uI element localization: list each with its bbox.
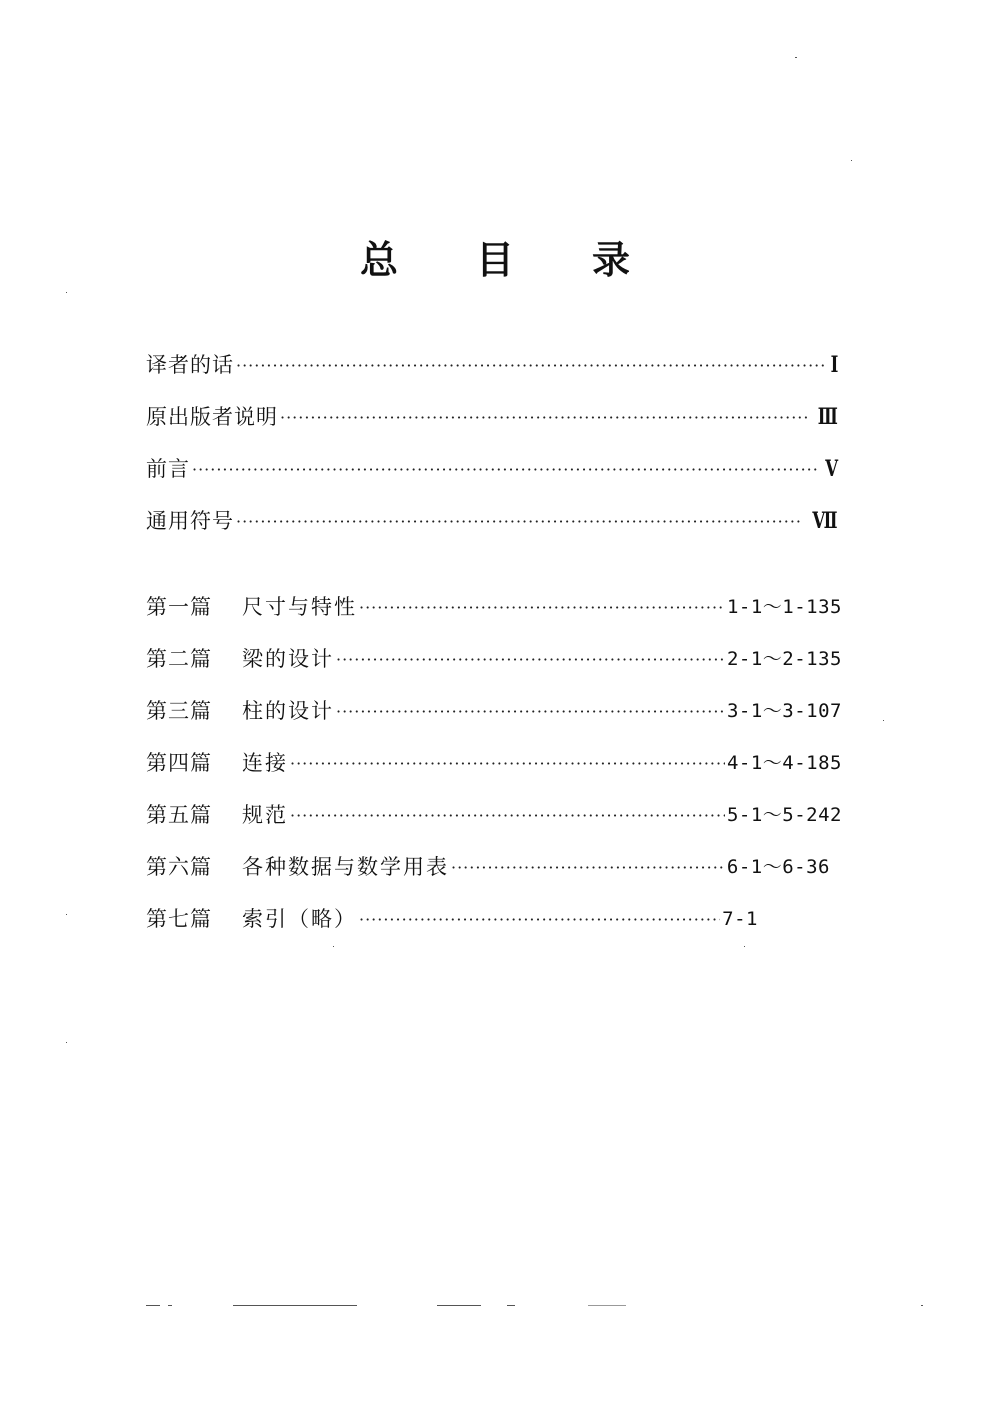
- dot-leader: [290, 748, 725, 778]
- scan-speck: [66, 914, 67, 915]
- toc-entry-page: Ⅲ: [817, 404, 838, 430]
- scan-speck: [883, 720, 884, 721]
- page-title-char: 总: [360, 238, 399, 282]
- scan-speck: [744, 946, 745, 947]
- toc-entry-page: Ⅰ: [830, 352, 838, 378]
- part-entry[interactable]: [146, 644, 842, 674]
- part-title: 各种数据与数学用表: [242, 855, 449, 879]
- part-number: 第一篇: [146, 595, 212, 619]
- toc-entry[interactable]: [146, 506, 838, 536]
- toc-entry[interactable]: [146, 350, 838, 380]
- part-page-range: 7-1: [722, 908, 758, 930]
- part-entry[interactable]: [146, 904, 758, 934]
- toc-entry-label: 原出版者说明: [146, 405, 278, 429]
- part-number: 第五篇: [146, 803, 212, 827]
- part-title: 尺寸与特性: [242, 595, 357, 619]
- dot-leader: [236, 506, 802, 536]
- scan-speck: [851, 160, 852, 161]
- part-title: 索引（略）: [242, 907, 357, 931]
- part-number: 第七篇: [146, 907, 212, 931]
- part-title: 连接: [242, 751, 288, 775]
- part-title: 规范: [242, 803, 288, 827]
- part-page-range: 6-1～6-36: [726, 856, 830, 878]
- page-title-char: 录: [591, 238, 630, 282]
- part-page-range: 3-1～3-107: [726, 700, 842, 722]
- part-number: 第三篇: [146, 699, 212, 723]
- part-number: 第二篇: [146, 647, 212, 671]
- toc-entry-label: 译者的话: [146, 353, 234, 377]
- part-title: 柱的设计: [242, 699, 334, 723]
- part-entry[interactable]: [146, 852, 830, 882]
- part-page-range: 4-1～4-185: [726, 752, 842, 774]
- page-title-char: 目: [475, 238, 514, 282]
- dot-leader: [451, 852, 725, 882]
- toc-entry-label: 前言: [146, 457, 190, 481]
- scan-speck: [921, 1305, 923, 1306]
- part-entry[interactable]: [146, 696, 842, 726]
- part-number: 第四篇: [146, 751, 212, 775]
- dot-leader: [359, 592, 725, 622]
- part-entry[interactable]: [146, 748, 842, 778]
- part-entry[interactable]: [146, 592, 842, 622]
- scan-speck: [795, 57, 797, 58]
- scan-speck: [233, 1305, 357, 1306]
- page-title: [360, 236, 630, 284]
- dot-leader: [290, 800, 725, 830]
- part-page-range: 1-1～1-135: [726, 596, 842, 618]
- part-page-range: 5-1～5-242: [726, 804, 842, 826]
- scan-speck: [507, 1305, 515, 1306]
- part-title: 梁的设计: [242, 647, 334, 671]
- dot-leader: [280, 402, 809, 432]
- part-number: 第六篇: [146, 855, 212, 879]
- toc-entry-label: 通用符号: [146, 509, 234, 533]
- dot-leader: [336, 644, 725, 674]
- toc-entry[interactable]: [146, 454, 838, 484]
- part-entry[interactable]: [146, 800, 842, 830]
- dot-leader: [359, 904, 720, 934]
- scan-speck: [168, 1305, 172, 1306]
- toc-entry[interactable]: [146, 402, 838, 432]
- dot-leader: [336, 696, 725, 726]
- scan-speck: [333, 946, 334, 947]
- part-page-range: 2-1～2-135: [726, 648, 842, 670]
- scan-speck: [437, 1305, 481, 1306]
- scan-speck: [66, 292, 67, 293]
- toc-entry-page: Ⅶ: [812, 508, 838, 534]
- dot-leader: [236, 350, 826, 380]
- scan-speck: [588, 1305, 626, 1306]
- dot-leader: [192, 454, 819, 484]
- toc-entry-page: Ⅴ: [825, 456, 838, 482]
- scan-speck: [146, 1305, 160, 1306]
- scan-speck: [66, 1042, 67, 1043]
